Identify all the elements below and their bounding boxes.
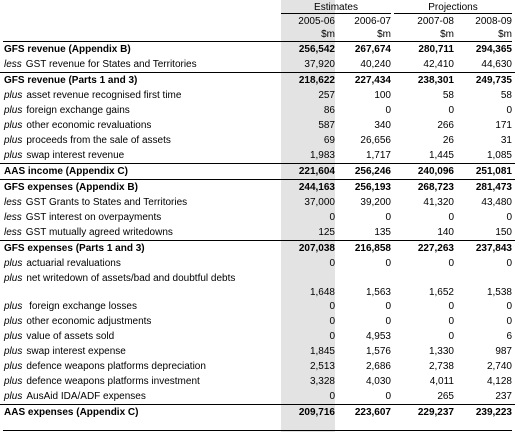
value-cell: 239,223 <box>475 407 512 418</box>
row-prefix: less <box>4 227 22 238</box>
row-prefix: plus <box>4 258 23 269</box>
row-prefix: plus <box>4 346 23 357</box>
row-label <box>4 241 279 256</box>
table-row <box>0 344 515 359</box>
row-prefix: plus <box>4 273 23 284</box>
table-row <box>0 210 515 225</box>
row-label <box>4 299 279 314</box>
row-label-text: swap interest revenue <box>26 150 125 161</box>
value-cell: 0 <box>385 391 391 402</box>
value-cell: 58 <box>500 90 512 101</box>
value-cell: 40,240 <box>360 59 391 70</box>
value-cell: 0 <box>506 316 512 327</box>
row-label-text: asset revenue recognised first time <box>26 90 182 101</box>
value-cell: 281,473 <box>475 182 512 193</box>
value-cell: 256,246 <box>354 166 391 177</box>
table-row <box>0 103 515 118</box>
row-label-text: GFS expenses (Appendix B) <box>4 182 138 193</box>
row-label <box>4 329 279 344</box>
value-cell: 2,686 <box>365 361 391 372</box>
table-row <box>0 73 515 88</box>
value-cell: 1,576 <box>365 346 391 357</box>
projections-header-rule <box>394 13 512 14</box>
value-cell: 41,320 <box>423 197 454 208</box>
value-cell: 0 <box>329 301 335 312</box>
row-label <box>4 57 279 72</box>
row-label-text: swap interest expense <box>26 346 126 357</box>
value-cell: 1,330 <box>428 346 454 357</box>
value-cell: 43,480 <box>481 197 512 208</box>
projections-header: Projections <box>428 2 478 13</box>
value-cell: 171 <box>495 120 512 131</box>
table-row <box>0 374 515 389</box>
value-cell: 0 <box>329 258 335 269</box>
value-cell: 0 <box>329 212 335 223</box>
table-row <box>0 256 515 271</box>
value-cell: 1,538 <box>486 287 512 298</box>
value-cell: 227,263 <box>417 243 454 254</box>
table-row <box>0 195 515 210</box>
row-prefix: plus <box>4 301 23 312</box>
value-cell: 0 <box>385 301 391 312</box>
row-label-text: other economic adjustments <box>26 316 152 327</box>
estimates-header-rule <box>281 13 391 14</box>
value-cell: 1,983 <box>309 150 335 161</box>
row-prefix: plus <box>4 90 23 101</box>
table-row <box>0 271 515 299</box>
value-cell: 26 <box>442 135 454 146</box>
value-cell: 207,038 <box>298 243 335 254</box>
value-cell: 209,716 <box>298 407 335 418</box>
year-header-1: 2005-06 <box>298 16 335 27</box>
value-cell: 1,563 <box>365 287 391 298</box>
row-prefix: less <box>4 197 22 208</box>
value-cell: 0 <box>385 212 391 223</box>
value-cell: 0 <box>448 258 454 269</box>
value-cell: 4,011 <box>429 376 454 387</box>
row-prefix: plus <box>4 391 23 402</box>
value-cell: 39,200 <box>360 197 391 208</box>
value-cell: 58 <box>442 90 454 101</box>
row-prefix: plus <box>4 105 23 116</box>
value-cell: 0 <box>329 391 335 402</box>
value-cell: 987 <box>495 346 512 357</box>
row-label-text: GFS expenses (Parts 1 and 3) <box>4 243 145 254</box>
row-prefix: plus <box>4 331 23 342</box>
value-cell: 0 <box>448 331 454 342</box>
row-label <box>4 133 279 148</box>
value-cell: 125 <box>318 227 335 238</box>
row-label-text: actuarial revaluations <box>26 258 121 269</box>
row-label <box>4 88 279 103</box>
value-cell: 140 <box>437 227 454 238</box>
value-cell: 100 <box>374 90 391 101</box>
value-cell: 1,648 <box>309 287 335 298</box>
value-cell: 218,622 <box>298 75 335 86</box>
row-label-text: GST mutually agreed writedowns <box>25 227 173 238</box>
value-cell: 244,163 <box>298 182 335 193</box>
value-cell: 587 <box>318 120 335 131</box>
value-cell: 2,513 <box>309 361 335 372</box>
row-label <box>4 103 279 118</box>
value-cell: 265 <box>437 391 454 402</box>
row-prefix: plus <box>4 361 23 372</box>
row-label <box>4 359 279 374</box>
row-label-text: GFS revenue (Appendix B) <box>4 44 131 55</box>
row-label <box>4 180 279 195</box>
value-cell: 0 <box>506 258 512 269</box>
table-row <box>0 299 515 314</box>
reconciliation-table <box>0 42 515 420</box>
value-cell: 26,656 <box>360 135 391 146</box>
value-cell: 1,445 <box>428 150 454 161</box>
row-label <box>4 42 279 57</box>
value-cell: 37,920 <box>304 59 335 70</box>
value-cell: 86 <box>323 105 335 116</box>
row-label <box>4 374 279 389</box>
value-cell: 6 <box>506 331 512 342</box>
value-cell: 0 <box>506 105 512 116</box>
value-cell: 240,096 <box>417 166 454 177</box>
row-label-text: foreign exchange losses <box>26 301 137 312</box>
row-label-text: GST revenue for States and Territories <box>25 59 197 70</box>
row-label-text: AAS income (Appendix C) <box>4 166 128 177</box>
value-cell: 1,717 <box>365 150 391 161</box>
row-label-text: value of assets sold <box>26 331 115 342</box>
row-label <box>4 344 279 359</box>
value-cell: 340 <box>374 120 391 131</box>
value-cell: 268,723 <box>417 182 454 193</box>
value-cell: 280,711 <box>418 44 454 55</box>
table-row <box>0 359 515 374</box>
table-row <box>0 133 515 148</box>
row-label <box>4 256 279 271</box>
value-cell: 1,085 <box>486 150 512 161</box>
value-cell: 44,630 <box>481 59 512 70</box>
value-cell: 37,000 <box>304 197 335 208</box>
row-label <box>4 389 279 404</box>
value-cell: 1,652 <box>428 287 454 298</box>
table-row <box>0 118 515 133</box>
row-prefix: plus <box>4 150 23 161</box>
value-cell: 256,542 <box>298 44 335 55</box>
value-cell: 0 <box>329 316 335 327</box>
value-cell: 0 <box>385 316 391 327</box>
value-cell: 0 <box>506 301 512 312</box>
value-cell: 135 <box>374 227 391 238</box>
table-row <box>0 405 515 420</box>
value-cell: 266 <box>437 120 454 131</box>
table-row <box>0 389 515 405</box>
table-row <box>0 164 515 180</box>
row-label <box>4 164 279 179</box>
value-cell: 251,081 <box>475 166 512 177</box>
estimates-header: Estimates <box>314 2 358 13</box>
value-cell: 294,365 <box>475 44 512 55</box>
year-header-4: 2008-09 <box>475 16 512 27</box>
row-label <box>4 195 279 210</box>
row-label-text: proceeds from the sale of assets <box>26 135 171 146</box>
row-label-text: GST interest on overpayments <box>25 212 162 223</box>
table-row <box>0 42 515 57</box>
row-label <box>4 118 279 133</box>
row-prefix: plus <box>4 135 23 146</box>
table-row <box>0 148 515 164</box>
unit-header-3: $m <box>440 29 454 40</box>
row-label <box>4 405 279 420</box>
value-cell: 256,193 <box>354 182 391 193</box>
value-cell: 238,301 <box>417 75 454 86</box>
table-bottom-rule <box>3 430 512 431</box>
value-cell: 0 <box>448 105 454 116</box>
value-cell: 4,953 <box>365 331 391 342</box>
value-cell: 237 <box>495 391 512 402</box>
value-cell: 0 <box>385 105 391 116</box>
row-label-text: foreign exchange gains <box>26 105 130 116</box>
row-label <box>4 272 279 285</box>
value-cell: 2,738 <box>428 361 454 372</box>
value-cell: 4,128 <box>486 376 512 387</box>
row-label-text: AAS expenses (Appendix C) <box>4 407 139 418</box>
year-header-2: 2006-07 <box>354 16 391 27</box>
row-label-text: defence weapons platforms depreciation <box>26 361 206 372</box>
value-cell: 0 <box>385 258 391 269</box>
value-cell: 42,410 <box>423 59 454 70</box>
row-label <box>4 225 279 240</box>
value-cell: 267,674 <box>354 44 391 55</box>
value-cell: 0 <box>448 301 454 312</box>
value-cell: 216,858 <box>354 243 391 254</box>
row-prefix: plus <box>4 376 23 387</box>
row-label <box>4 210 279 225</box>
unit-header-1: $m <box>321 29 335 40</box>
value-cell: 221,604 <box>298 166 335 177</box>
row-label-text: net writedown of assets/bad and doubtful debts <box>26 273 236 284</box>
table-row <box>0 314 515 329</box>
value-cell: 0 <box>448 316 454 327</box>
value-cell: 227,434 <box>354 75 391 86</box>
value-cell: 31 <box>500 135 512 146</box>
value-cell: 1,845 <box>309 346 335 357</box>
value-cell: 3,328 <box>309 376 335 387</box>
year-header-3: 2007-08 <box>417 16 454 27</box>
value-cell: 0 <box>448 212 454 223</box>
row-label-text: other economic revaluations <box>26 120 152 131</box>
row-label-text: AusAid IDA/ADF expenses <box>26 391 146 402</box>
table-row <box>0 180 515 195</box>
table-row <box>0 225 515 241</box>
value-cell: 150 <box>495 227 512 238</box>
table-row <box>0 329 515 344</box>
value-cell: 249,735 <box>475 75 512 86</box>
row-label <box>4 148 279 163</box>
unit-header-2: $m <box>377 29 391 40</box>
value-cell: 223,607 <box>354 407 391 418</box>
row-label-text: GST Grants to States and Territories <box>25 197 188 208</box>
table-row <box>0 88 515 103</box>
table-row <box>0 57 515 73</box>
row-label <box>4 314 279 329</box>
table-row <box>0 241 515 256</box>
row-label-text: defence weapons platforms investment <box>26 376 200 387</box>
value-cell: 0 <box>506 212 512 223</box>
value-cell: 0 <box>329 331 335 342</box>
row-prefix: plus <box>4 316 23 327</box>
value-cell: 229,237 <box>417 407 454 418</box>
value-cell: 4,030 <box>365 376 391 387</box>
row-label <box>4 73 279 88</box>
row-prefix: less <box>4 212 22 223</box>
value-cell: 69 <box>323 135 335 146</box>
value-cell: 257 <box>318 90 335 101</box>
row-prefix: less <box>4 59 22 70</box>
row-prefix: plus <box>4 120 23 131</box>
value-cell: 237,843 <box>475 243 512 254</box>
row-label-text: GFS revenue (Parts 1 and 3) <box>4 75 138 86</box>
unit-header-4: $m <box>498 29 512 40</box>
value-cell: 2,740 <box>486 361 512 372</box>
